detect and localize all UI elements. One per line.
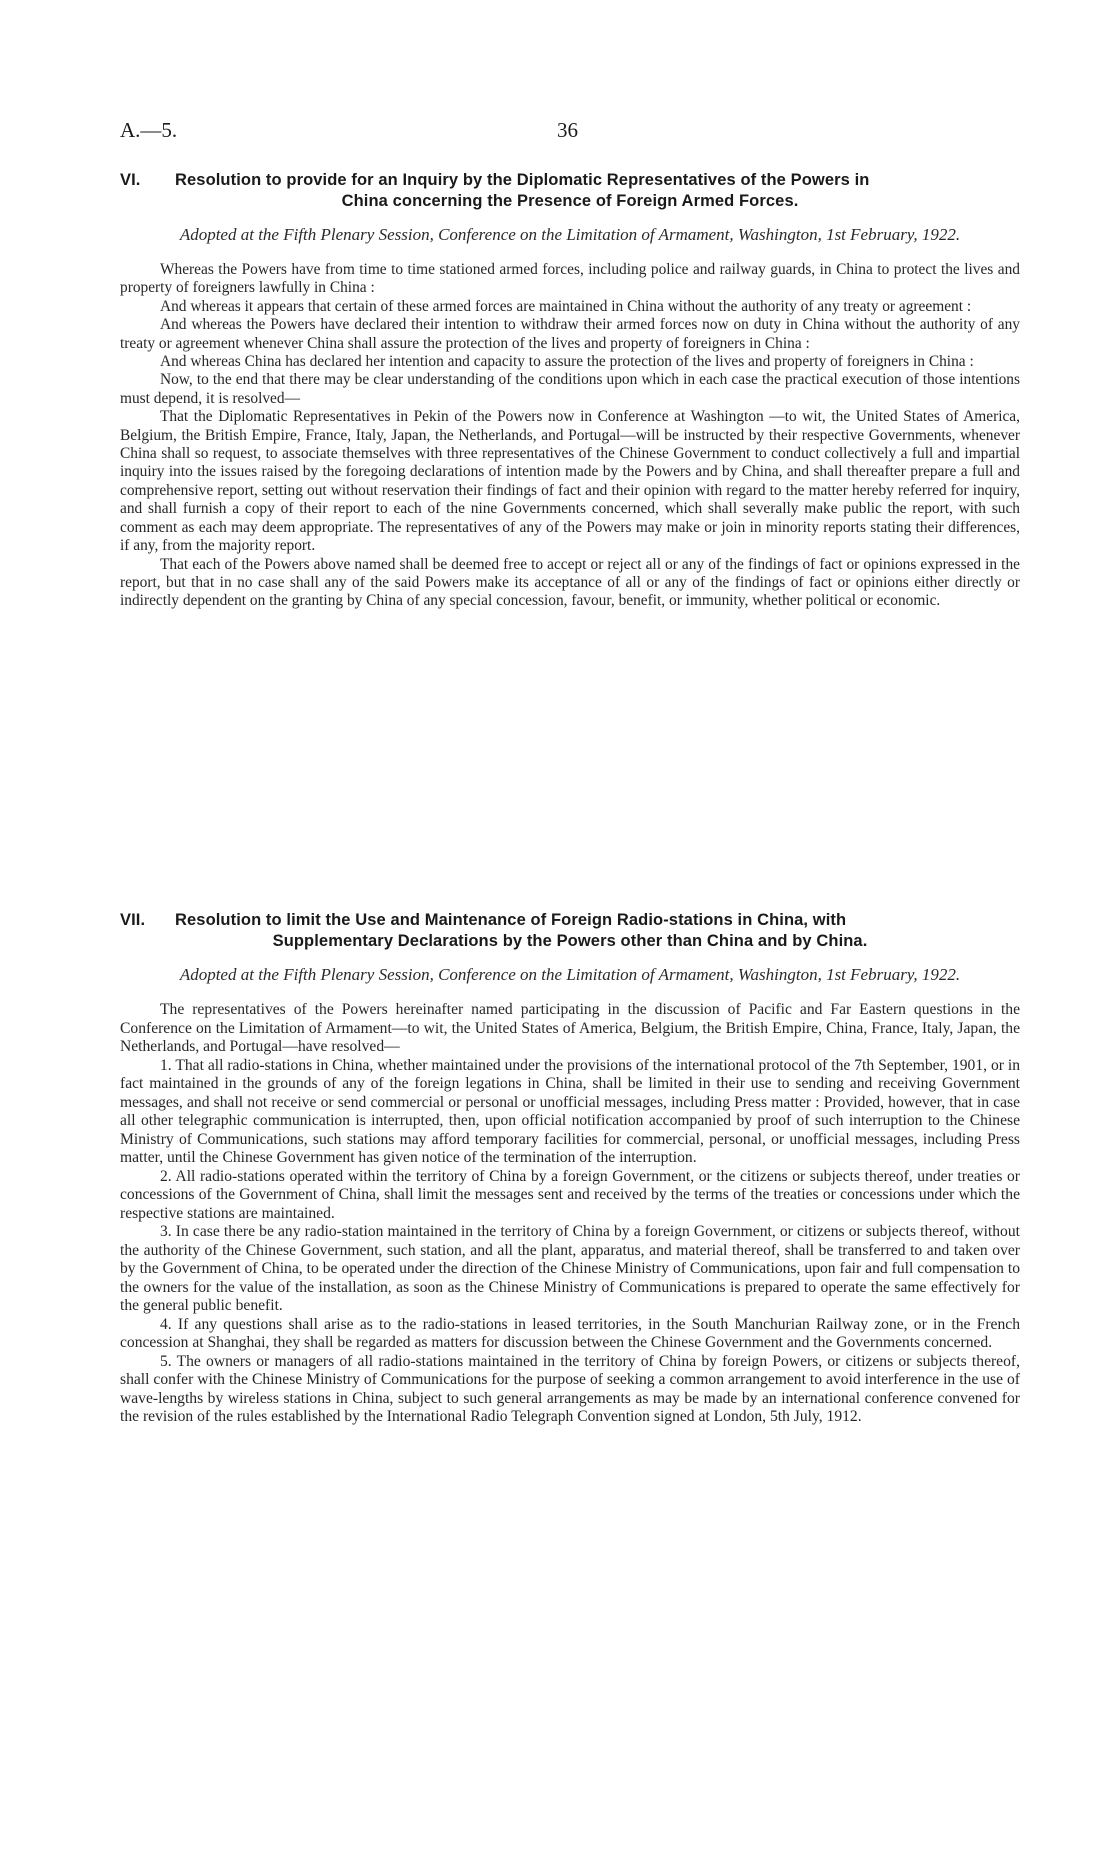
document-page bbox=[120, 0, 1020, 1871]
section-vii-title-line1: Resolution to limit the Use and Maintenance of Foreign Radio-stations in China, with bbox=[175, 911, 847, 929]
section-vi-paragraph: And whereas it appears that certain of these armed forces are maintained in China without the authority of any treaty or agreement : bbox=[160, 297, 972, 315]
section-vii-paragraph: The representatives of the Powers hereinafter named participating in the discussion of Pacific and Far Eastern questions in the Conference on the Limitation of Armament—to wit, the United States of America, Belgium, the British Empire, China, France, Italy, Japan, the Netherlands, and Portugal—have resolved— bbox=[120, 1001, 1020, 1055]
section-vii-paragraph: 2. All radio-stations operated within the territory of China by a foreign Government, or the citizens or subjects thereof, under treaties or concessions of the Government of China, shall limit the messages sent and received by the terms of the treaties or concessions under which the respective stations are maintained. bbox=[120, 1167, 1020, 1222]
section-vi-paragraph: And whereas the Powers have declared their intention to withdraw their armed forces now on duty in China without the authority of any treaty or agreement whenever China shall assure the protection of the lives and property of foreigners in China : bbox=[120, 316, 1020, 352]
section-vi-numeral: VI. bbox=[120, 171, 141, 189]
section-vi-heading bbox=[120, 170, 1020, 212]
section-vii-paragraph: 5. The owners or managers of all radio-stations maintained in the territory of China by foreign Powers, or citizens or subjects thereof, shall confer with the Chinese Ministry of Communications for the purpose of seeking a common arrangement to avoid interference in the use of wave-lengths by wireless stations in China, subject to such general arrangements as may be made by an international conference convened for the revision of the rules established by the International Radio Telegraph Convention signed at London, 5th July, 1912. bbox=[120, 1352, 1020, 1425]
page-number: 36 bbox=[557, 118, 578, 142]
section-vii-title-line2: Supplementary Declarations by the Powers other than China and by China. bbox=[272, 932, 868, 950]
section-vii-adopted-note: Adopted at the Fifth Plenary Session, Conference on the Limitation of Armament, Washington, 1st February, 1922. bbox=[179, 965, 961, 984]
section-vi-paragraph: That each of the Powers above named shall be deemed free to accept or reject all or any of the findings of fact or opinions expressed in the report, but that in no case shall any of the said Powers make its acceptance of all or any of the findings of fact or opinions either directly or indirectly dependent on the granting by China of any special concession, favour, benefit, or immunity, whether political or economic. bbox=[120, 555, 1020, 610]
document-reference: A.—5. bbox=[120, 118, 178, 142]
section-vii-numeral: VII. bbox=[120, 911, 146, 929]
section-vii bbox=[120, 910, 1020, 1427]
running-header bbox=[120, 118, 1020, 152]
section-vi-paragraph: Whereas the Powers have from time to time stationed armed forces, including police and railway guards, in China to protect the lives and property of foreigners lawfully in China : bbox=[120, 261, 1020, 297]
section-vi bbox=[120, 170, 1020, 611]
section-vii-paragraph: 3. In case there be any radio-station maintained in the territory of China by a foreign Government, or citizens or subjects thereof, without the authority of the Chinese Government, such station, and all the plant, apparatus, and material thereof, shall be transferred to and taken over by the Government of China, to be operated under the direction of the Chinese Ministry of Communications, upon fair and full compensation to the owners for the value of the installation, as soon as the Chinese Ministry of Communications is prepared to operate the same effectively for the general public benefit. bbox=[120, 1223, 1020, 1314]
section-vii-heading bbox=[120, 910, 1020, 952]
section-vi-paragraph: That the Diplomatic Representatives in Pekin of the Powers now in Conference at Washington —to wit, the United States of America, Belgium, the British Empire, France, Italy, Japan, the Netherlands, and Portugal—will be instructed by their respective Governments, whenever China shall so request, to associate themselves with three representatives of the Chinese Government to conduct collectively a full and impartial inquiry into the issues raised by the foregoing declarations of intention made by the Powers and by China, and shall thereafter prepare a full and comprehensive report, setting out without reservation their findings of fact and their opinion with regard to the matter hereby referred for inquiry, and shall furnish a copy of their report to each of the nine Governments concerned, which shall severally make public the report, with such comment as each may deem appropriate. The representatives of any of the Powers may make or join in minority reports stating their differences, if any, from the majority report. bbox=[120, 408, 1020, 555]
section-vi-paragraph: Now, to the end that there may be clear understanding of the conditions upon which in each case the practical execution of those intentions must depend, it is resolved— bbox=[120, 371, 1020, 407]
section-vi-adopted-note: Adopted at the Fifth Plenary Session, Conference on the Limitation of Armament, Washington, 1st February, 1922. bbox=[179, 225, 961, 244]
section-vi-title-line1: Resolution to provide for an Inquiry by the Diplomatic Representatives of the Powers in bbox=[175, 171, 870, 189]
section-vii-paragraph: 4. If any questions shall arise as to the radio-stations in leased territories, in the South Manchurian Railway zone, or in the French concession at Shanghai, they shall be regarded as matters for discussion between the Chinese Government and the Governments concerned. bbox=[120, 1315, 1020, 1351]
section-vii-paragraph: 1. That all radio-stations in China, whether maintained under the provisions of the international protocol of the 7th September, 1901, or in fact maintained in the grounds of any of the foreign legations in China, shall be limited in their use to sending and receiving Government messages, and shall not receive or send commercial or personal or unofficial messages, including Press matter : Provided, however, that in case all other telegraphic communication is interrupted, then, upon official notification accompanied by proof of such interruption to the Chinese Ministry of Communications, such stations may afford temporary facilities for commercial, personal, or unofficial messages, including Press matter, until the Chinese Government has given notice of the termination of the interruption. bbox=[120, 1056, 1020, 1166]
section-vi-paragraph: And whereas China has declared her intention and capacity to assure the protection of the lives and property of foreigners in China : bbox=[160, 353, 974, 371]
section-vi-title-line2: China concerning the Presence of Foreign Armed Forces. bbox=[341, 192, 799, 210]
